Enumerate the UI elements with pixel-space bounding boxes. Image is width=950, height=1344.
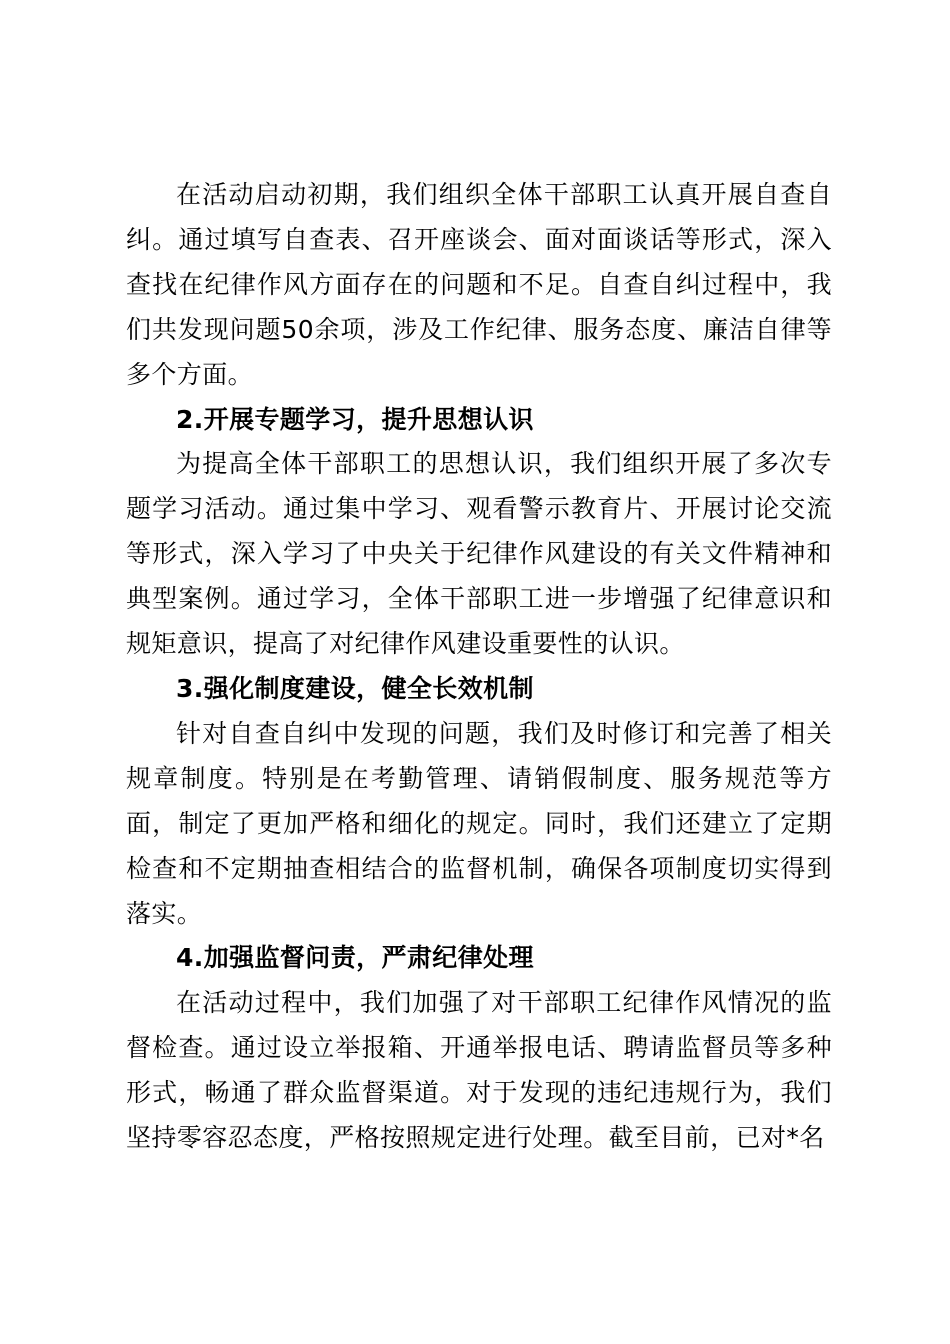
document-body <box>126 173 832 1161</box>
paragraph-supervision: 在活动过程中，我们加强了对干部职工纪律作风情况的监督检查。通过设立举报箱、开通举报电话、聘请监督员等多种形式，畅通了群众监督渠道。对于发现的违纪违规行为，我们坚持零容忍态度，严格按照规定进行处理。截至目前，已对*名 <box>126 988 832 1153</box>
paragraph-study: 为提高全体干部职工的思想认识，我们组织开展了多次专题学习活动。通过集中学习、观看警示教育片、开展讨论交流等形式，深入学习了中央关于纪律作风建设的有关文件精神和典型案例。通过学习，全体干部职工进一步增强了纪律意识和规矩意识，提高了对纪律作风建设重要性的认识。 <box>126 449 832 659</box>
paragraph-system: 针对自查自纠中发现的问题，我们及时修订和完善了相关规章制度。特别是在考勤管理、请销假制度、服务规范等方面，制定了更加严格和细化的规定。同时，我们还建立了定期检查和不定期抽查相结合的监督机制，确保各项制度切实得到落实。 <box>126 718 832 928</box>
paragraph-self-inspection: 在活动启动初期，我们组织全体干部职工认真开展自查自纠。通过填写自查表、召开座谈会、面对面谈话等形式，深入查找在纪律作风方面存在的问题和不足。自查自纠过程中，我们共发现问题50余项，涉及工作纪律、服务态度、廉洁自律等多个方面。 <box>126 180 832 389</box>
section-heading-3: 3.强化制度建设，健全长效机制 <box>176 673 534 703</box>
section-heading-4: 4.加强监督问责，严肃纪律处理 <box>176 943 534 973</box>
section-heading-2: 2.开展专题学习，提升思想认识 <box>176 404 534 434</box>
